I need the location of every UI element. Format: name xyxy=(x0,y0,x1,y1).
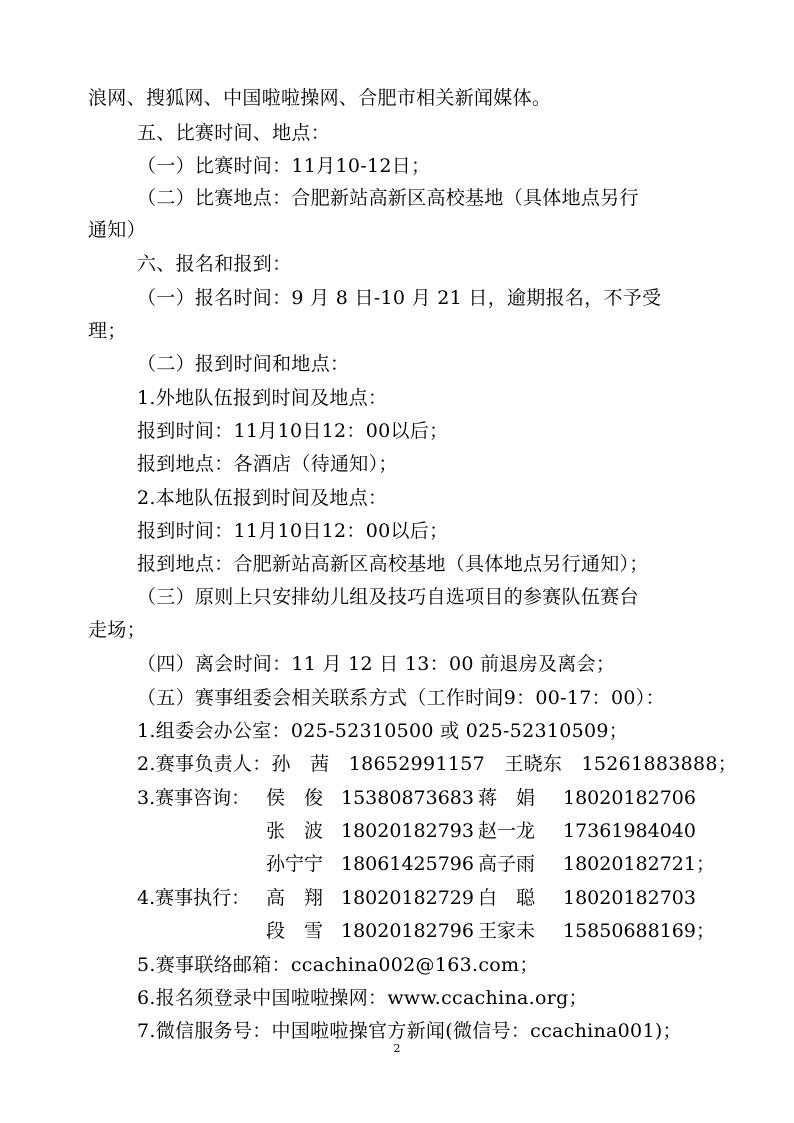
email-line: 5.赛事联络邮箱：ccachina002@163.com； xyxy=(137,954,539,976)
text-line: 1.组委会办公室：025-52310500 或 025-52310509； xyxy=(137,720,629,742)
contact-phone: 18020182721； xyxy=(563,853,715,875)
execute-label: 4.赛事执行： xyxy=(137,887,251,909)
text-line: （五）赛事组委会相关联系方式（工作时间9：00-17：00）： xyxy=(137,687,665,709)
text-line: 2.赛事负责人：孙 茜 18652991157 王晓东 15261883888； xyxy=(137,753,738,775)
text-line: （三）原则上只安排幼儿组及技巧自选项目的参赛队伍赛台 xyxy=(137,586,639,608)
text-line: （一）报名时间：9 月 8 日-10 月 21 日，逾期报名，不予受 xyxy=(137,287,662,309)
text-line: 报到地点：合肥新站高新区高校基地（具体地点另行通知）； xyxy=(137,553,649,575)
text-line: 报到地点：各酒店（待通知）； xyxy=(137,453,398,475)
consult-label: 3.赛事咨询： xyxy=(137,787,251,809)
text-line: 报到时间：11月10日12：00以后； xyxy=(137,420,449,442)
contact-phone: 18020182796 xyxy=(341,920,474,942)
contact-name: 张 波 xyxy=(266,820,324,842)
text-line: 通知） xyxy=(88,219,146,241)
text-line: 1.外地队伍报到时间及地点： xyxy=(137,387,388,409)
contact-phone: 15850688169； xyxy=(563,920,715,942)
text-line: 报到时间：11月10日12：00以后； xyxy=(137,520,449,542)
contact-phone: 17361984040 xyxy=(563,820,696,842)
contact-name: 白 聪 xyxy=(478,887,536,909)
contact-phone: 18061425796 xyxy=(341,853,474,875)
contact-phone: 15380873683 xyxy=(341,787,474,809)
contact-name: 高子雨 xyxy=(478,853,536,875)
text-line: 浪网、搜狐网、中国啦啦操网、合肥市相关新闻媒体。 xyxy=(88,87,552,109)
contact-name: 蒋 娟 xyxy=(478,787,536,809)
text-line: （二）报到时间和地点： xyxy=(137,353,350,375)
text-line: （四）离会时间：11 月 12 日 13：00 前退房及离会； xyxy=(137,653,616,675)
text-line: 理； xyxy=(88,320,127,342)
text-line: 走场； xyxy=(88,619,146,641)
contact-name: 孙宁宁 xyxy=(266,853,324,875)
contact-phone: 18020182729 xyxy=(341,887,474,909)
wechat-line: 7.微信服务号：中国啦啦操官方新闻(微信号：ccachina001)； xyxy=(137,1020,682,1042)
contact-phone: 18020182703 xyxy=(563,887,696,909)
text-line: （二）比赛地点：合肥新站高新区高校基地（具体地点另行 xyxy=(137,187,639,209)
section-heading: 五、比赛时间、地点： xyxy=(137,122,331,144)
text-line: （一）比赛时间：11月10-12日； xyxy=(137,155,431,177)
contact-phone: 18020182793 xyxy=(341,820,474,842)
section-heading: 六、报名和报到： xyxy=(137,253,292,275)
contact-name: 王家未 xyxy=(478,920,536,942)
contact-name: 赵一龙 xyxy=(478,820,536,842)
text-line: 2.本地队伍报到时间及地点： xyxy=(137,487,388,509)
contact-name: 段 雪 xyxy=(266,920,324,942)
contact-name: 侯 俊 xyxy=(266,787,324,809)
contact-name: 高 翔 xyxy=(266,887,324,909)
website-line: 6.报名须登录中国啦啦操网：www.ccachina.org； xyxy=(137,987,588,1009)
contact-phone: 18020182706 xyxy=(563,787,696,809)
page-number: 2 xyxy=(393,1042,401,1055)
